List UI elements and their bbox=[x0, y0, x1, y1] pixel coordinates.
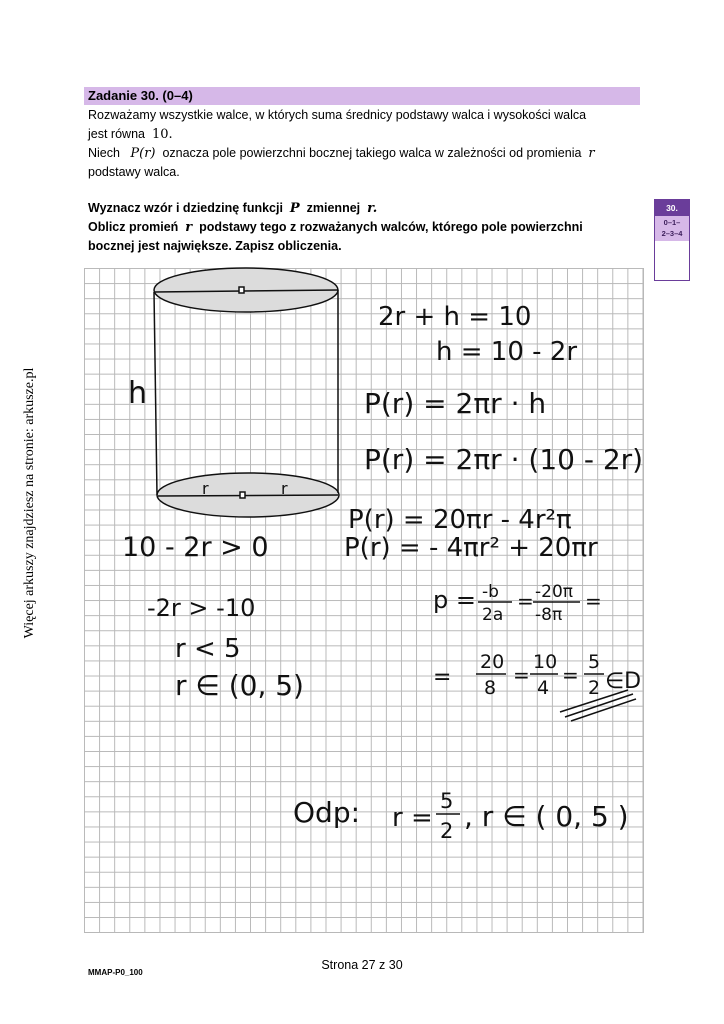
answer-fraction-5-over-2 bbox=[436, 789, 460, 843]
domain-step-2: -2r > -10 bbox=[147, 594, 256, 622]
task-title: Zadanie 30. (0–4) bbox=[88, 88, 193, 103]
page-number: Strona 27 z 30 bbox=[321, 958, 403, 972]
equation-2: h = 10 - 2r bbox=[436, 337, 578, 367]
domain-step-1: 10 - 2r > 0 bbox=[122, 532, 269, 563]
instruction-line-1: Wyznacz wzór i dziedzinę funkcji P zmiennej r. bbox=[88, 201, 378, 216]
equals-sign-1: = bbox=[517, 589, 534, 613]
equals-sign-5: = bbox=[562, 663, 579, 687]
domain-step-3: r < 5 bbox=[175, 634, 241, 664]
in-domain-mark: ∈D bbox=[605, 669, 642, 694]
svg-text:10: 10 bbox=[533, 651, 558, 673]
score-points: 0–1– 2–3–4 bbox=[655, 216, 689, 241]
fraction-b-over-2a bbox=[478, 582, 512, 625]
task-line-3: Niech P(r) oznacza pole powierzchni bocznej takiego walca w zależności od promienia r bbox=[88, 146, 595, 161]
fraction-20pi-over-8pi bbox=[533, 582, 580, 625]
equals-sign-2: = bbox=[585, 589, 602, 613]
task-line-2: jest równa 10. bbox=[88, 127, 173, 142]
equation-1: 2r + h = 10 bbox=[378, 302, 532, 332]
fraction-20-over-8 bbox=[476, 651, 506, 699]
fraction-10-over-4 bbox=[530, 651, 558, 699]
vertex-p-label: p = bbox=[433, 586, 476, 614]
fraction-5-over-2 bbox=[584, 651, 604, 699]
side-watermark-text: Więcej arkuszy znajdziesz na stronie: arkusze.pl bbox=[22, 367, 37, 639]
radius-label-right: r bbox=[281, 479, 288, 498]
svg-text:2: 2 bbox=[440, 819, 454, 843]
instruction-line-2: Oblicz promień r podstawy tego z rozważanych walców, którego pole powierzchni bbox=[88, 220, 583, 235]
equals-sign-4: = bbox=[513, 663, 530, 687]
answer-label: Odp: bbox=[293, 796, 361, 829]
equation-4: P(r) = 2πr · (10 - 2r) bbox=[364, 443, 644, 476]
svg-text:-8π: -8π bbox=[535, 605, 563, 625]
svg-text:4: 4 bbox=[537, 677, 550, 699]
svg-text:5: 5 bbox=[440, 789, 454, 813]
svg-text:8: 8 bbox=[484, 677, 497, 699]
equals-sign-3: = bbox=[433, 665, 452, 690]
answer-r-equals: r = bbox=[392, 803, 433, 833]
domain-step-4: r ∈ (0, 5) bbox=[175, 669, 304, 702]
svg-text:20: 20 bbox=[480, 651, 505, 673]
equation-5: P(r) = 20πr - 4r²π bbox=[348, 505, 572, 535]
height-label: h bbox=[128, 376, 148, 411]
radius-label-left: r bbox=[202, 479, 209, 498]
task-line-4: podstawy walca. bbox=[88, 165, 180, 179]
equation-3: P(r) = 2πr · h bbox=[364, 387, 547, 420]
cylinder-drawing bbox=[154, 268, 339, 517]
task-line-1: Rozważamy wszystkie walce, w których suma średnicy podstawy walca i wysokości walca bbox=[88, 108, 587, 122]
svg-text:-20π: -20π bbox=[535, 582, 574, 602]
svg-text:2: 2 bbox=[588, 677, 601, 699]
svg-text:-b: -b bbox=[482, 582, 499, 602]
equation-6: P(r) = - 4πr² + 20πr bbox=[344, 533, 598, 563]
exam-code: MMAP-P0_100 bbox=[88, 968, 143, 977]
instruction-line-3: bocznej jest największe. Zapisz obliczenia. bbox=[88, 239, 342, 253]
answer-domain: , r ∈ ( 0, 5 ) bbox=[464, 800, 629, 833]
svg-text:5: 5 bbox=[588, 651, 601, 673]
svg-text:2a: 2a bbox=[482, 605, 504, 625]
score-task-number: 30. bbox=[655, 200, 689, 216]
